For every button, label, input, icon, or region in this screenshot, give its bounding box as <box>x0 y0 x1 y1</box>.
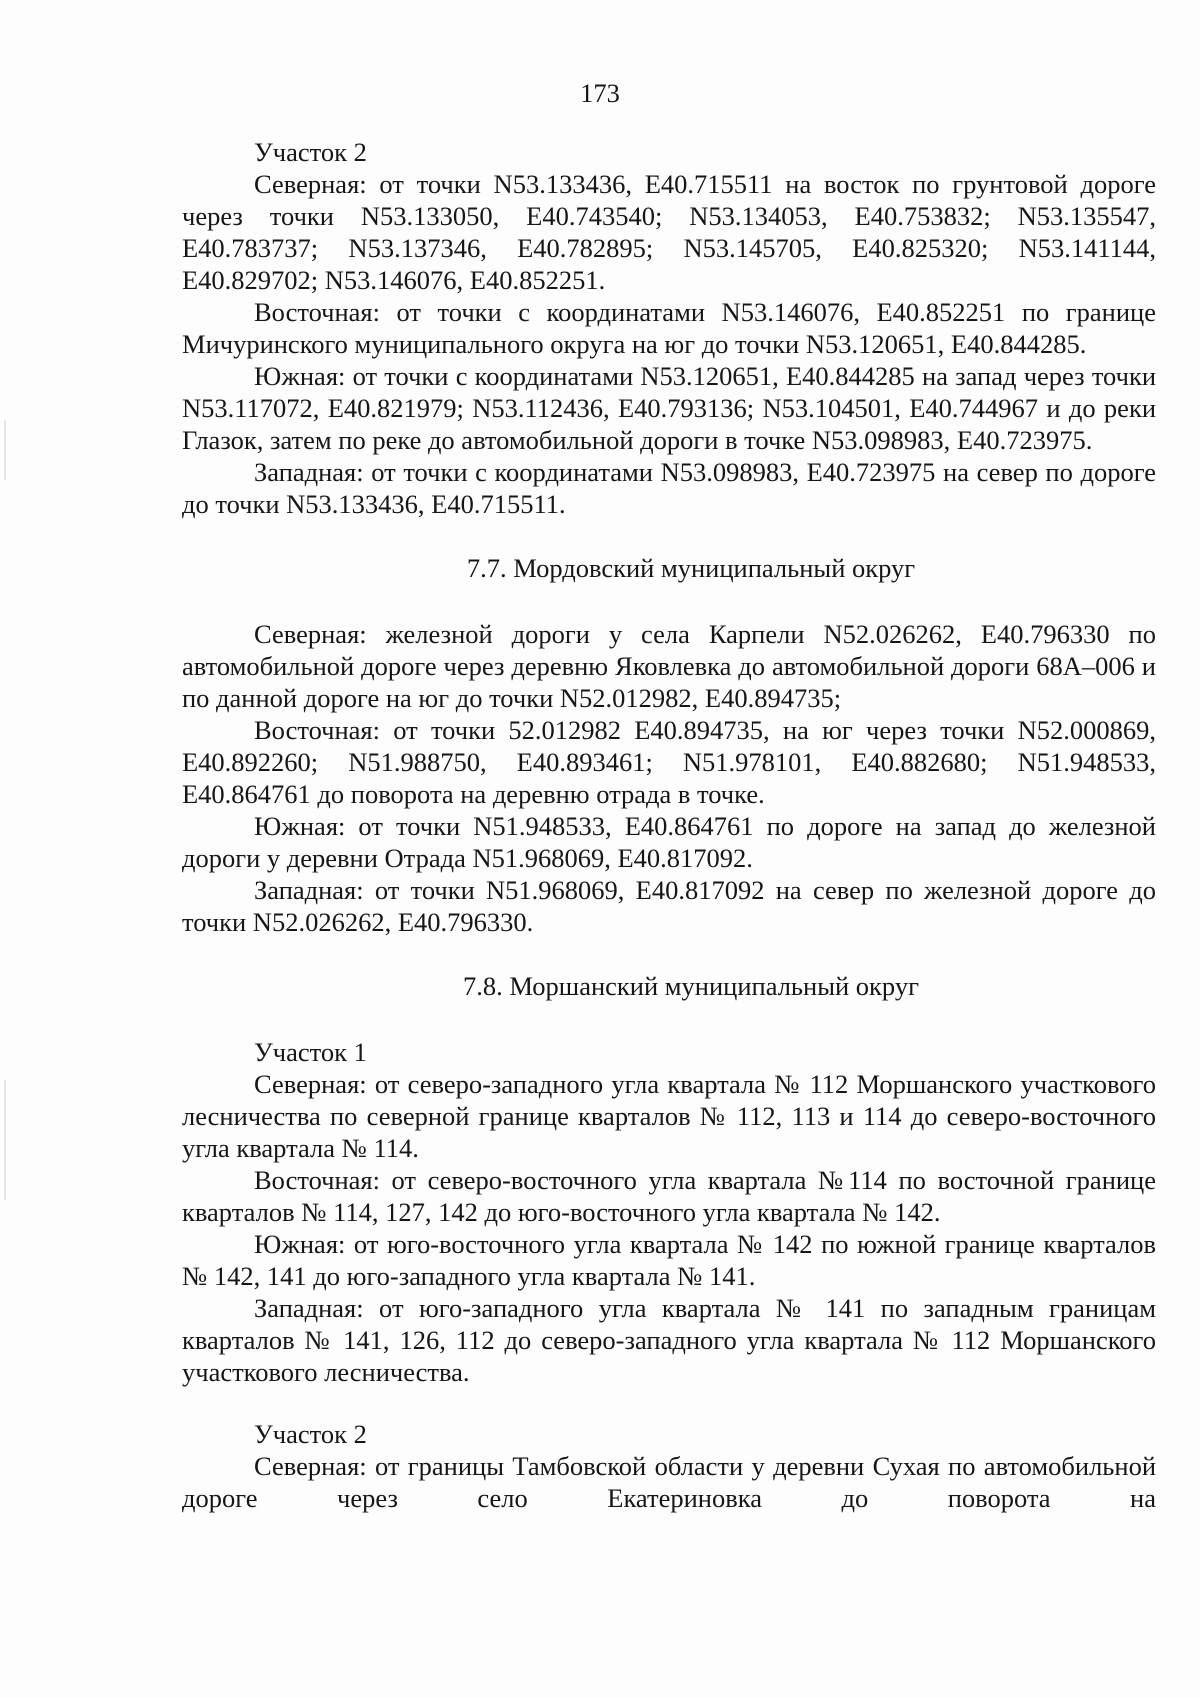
boundary-paragraph: Восточная: от северо-восточного угла квартала №114 по восточной границе кварталов № 114, 127, 142 до юго-восточного угла квартала № 142. <box>182 1165 1156 1227</box>
spacer <box>182 1388 1156 1418</box>
boundary-paragraph: Северная: от северо-западного угла квартала № 112 Моршанского участкового лесничества по северной границе кварталов № 112, 113 и 114 до северо-восточного угла квартала № 114. <box>182 1069 1156 1163</box>
boundary-paragraph: Восточная: от точки с координатами N53.146076, E40.852251 по границе Мичуринского муниципального округа на юг до точки N53.120651, E40.844285. <box>182 297 1156 359</box>
boundary-paragraph: Южная: от точки с координатами N53.120651, E40.844285 на запад через точки N53.117072, E40.821979; N53.112436, E40.793136; N53.104501, E40.744967 и до реки Глазок, затем по реке до автомобильной дороги в точке N53.098983, E40.723975. <box>182 361 1156 455</box>
boundary-paragraph: Восточная: от точки 52.012982 E40.894735, на юг через точки N52.000869, E40.892260; N51.988750, E40.893461; N51.978101, E40.882680; N51.948533, E40.864761 до поворота на деревню отрада в точке. <box>182 715 1156 809</box>
page-number: 173 <box>580 78 620 108</box>
boundary-paragraph: Северная: от границы Тамбовской области у деревни Сухая по автомобильной дороге через село Екатериновка до поворота на <box>182 1451 1156 1513</box>
document-body <box>182 136 1156 1514</box>
plot-heading: Участок 2 <box>254 137 367 167</box>
scan-artifact <box>4 1080 6 1200</box>
scan-artifact <box>4 420 6 480</box>
spacer <box>182 520 1156 552</box>
spacer <box>182 938 1156 970</box>
boundary-paragraph: Западная: от точки N51.968069, E40.817092 на север по железной дороге до точки N52.026262, E40.796330. <box>182 875 1156 937</box>
boundary-paragraph: Южная: от юго-восточного угла квартала № 142 по южной границе кварталов № 142, 141 до юго-западного угла квартала № 141. <box>182 1229 1156 1291</box>
plot-heading: Участок 2 <box>254 1419 367 1449</box>
spacer <box>182 1002 1156 1036</box>
boundary-paragraph: Западная: от юго-западного угла квартала № 141 по западным границам кварталов № 141, 126, 112 до северо-западного угла квартала № 112 Моршанского участкового лесничества. <box>182 1293 1156 1387</box>
plot-heading: Участок 1 <box>254 1037 367 1067</box>
boundary-paragraph: Северная: от точки N53.133436, E40.715511 на восток по грунтовой дороге через точки N53.133050, E40.743540; N53.134053, E40.753832; N53.135547, E40.783737; N53.137346, E40.782895; N53.145705, E40.825320; N53.141144, E40.829702; N53.146076, E40.852251. <box>182 169 1156 295</box>
section-heading: 7.8. Моршанский муниципальный округ <box>463 971 919 1001</box>
boundary-paragraph: Западная: от точки с координатами N53.098983, E40.723975 на север по дороге до точки N53.133436, E40.715511. <box>182 457 1156 519</box>
boundary-paragraph: Северная: железной дороги у села Карпели N52.026262, E40.796330 по автомобильной дороге через деревню Яковлевка до автомобильной дороги 68А–006 и по данной дороге на юг до точки N52.012982, E40.894735; <box>182 619 1156 713</box>
spacer <box>182 584 1156 618</box>
boundary-paragraph: Южная: от точки N51.948533, E40.864761 по дороге на запад до железной дороги у деревни Отрада N51.968069, E40.817092. <box>182 811 1156 873</box>
section-heading: 7.7. Мордовский муниципальный округ <box>466 553 916 583</box>
